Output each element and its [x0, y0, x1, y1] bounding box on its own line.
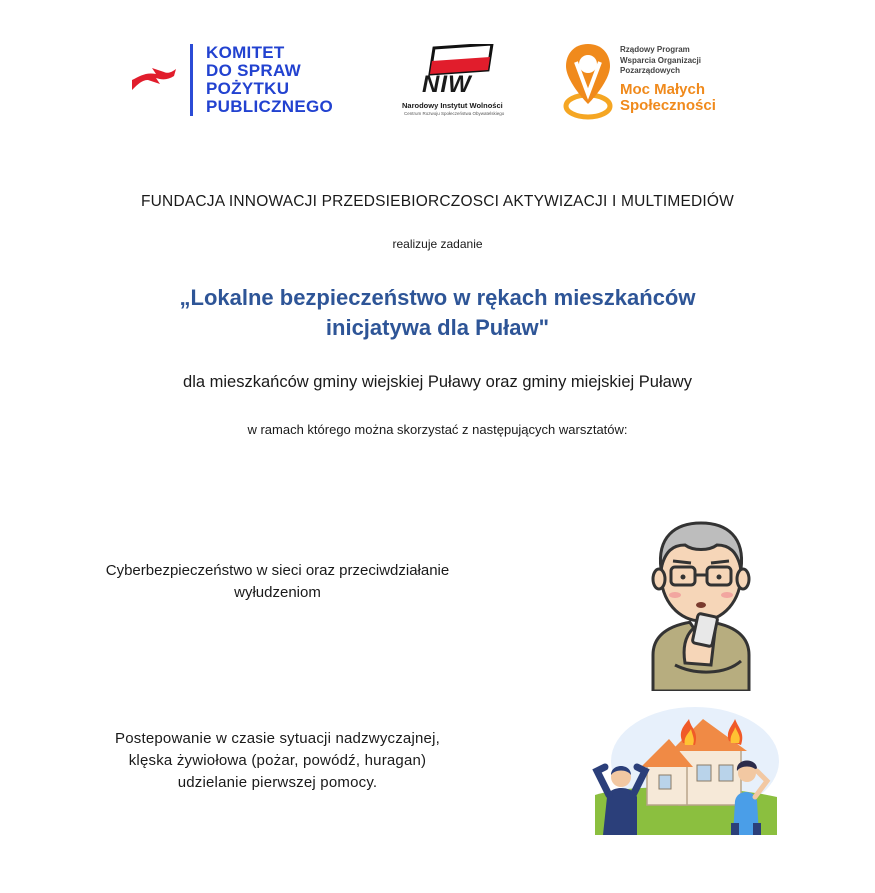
komitet-wordmark [206, 44, 333, 116]
komitet-line: KOMITET [206, 43, 285, 62]
komitet-line: DO SPRAW [206, 61, 301, 80]
logo-divider [190, 44, 193, 116]
workshop-line: wyłudzeniom [234, 584, 321, 601]
workshop-cybersecurity [60, 560, 495, 604]
komitet-line: POŻYTKU [206, 79, 290, 98]
task-title [0, 283, 875, 343]
moc-malych-spolecznosci-logo [562, 42, 732, 122]
workshop-line: Cyberbezpieczeństwo w sieci oraz przeciwdziałanie [105, 562, 450, 579]
moc-brand-text [620, 82, 716, 114]
realizuje-text: realizuje zadanie [392, 237, 483, 251]
komitet-logo [128, 44, 348, 118]
workshop-emergency [60, 728, 495, 794]
workshop-line: Postepowanie w czasie sytuacji nadzwyczajnej, [115, 730, 440, 747]
moc-program-line: Rządowy Program [620, 45, 690, 54]
audience-text: dla mieszkańców gminy wiejskiej Puławy oraz gminy miejskiej Puławy [183, 373, 692, 391]
workshops-intro: w ramach którego można skorzystać z następujących warsztatów: [247, 422, 628, 437]
niw-logo [400, 44, 510, 120]
moc-program-line: Pozarządowych [620, 66, 681, 75]
moc-brand-line: Moc Małych [620, 81, 706, 98]
organization-name: FUNDACJA INNOWACJI PRZEDSIEBIORCZOSCI AKTYWIZACJI I MULTIMEDIÓW [140, 193, 735, 210]
task-title-line: „Lokalne bezpieczeństwo w rękach mieszkańców [179, 285, 696, 310]
polish-flag-icon [130, 66, 178, 92]
task-title-line: inicjatywa dla Puław" [325, 315, 550, 340]
komitet-line: PUBLICZNEGO [206, 97, 334, 116]
workshop-line: udzielanie pierwszej pomocy. [177, 774, 378, 791]
niw-subtitle: Centrum Rozwoju Społeczeństwa Obywatelskiego [404, 111, 505, 116]
elderly-man-phone-icon [645, 515, 757, 691]
niw-name: Narodowy Instytut Wolności [402, 101, 503, 110]
location-pin-icon [562, 42, 614, 120]
house-fire-icon [585, 705, 780, 835]
niw-letters: NIW [422, 71, 472, 98]
moc-brand-line: Społeczności [620, 97, 716, 114]
moc-program-text [620, 45, 701, 77]
workshop-line: klęska żywiołowa (pożar, powódź, huragan) [128, 752, 427, 769]
moc-program-line: Wsparcia Organizacji [620, 55, 701, 65]
